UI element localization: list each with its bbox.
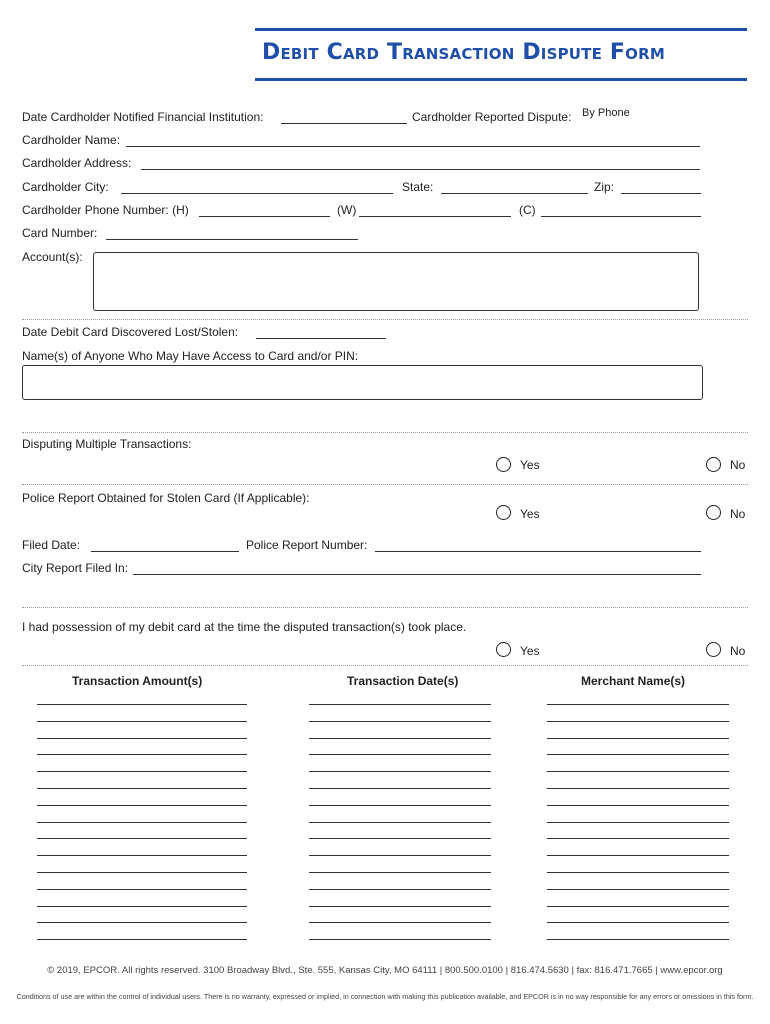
amount-line[interactable] (37, 788, 247, 789)
amount-line[interactable] (37, 771, 247, 772)
column-header-date: Transaction Date(s) (347, 674, 459, 688)
section-divider (22, 319, 748, 320)
merchant-line[interactable] (547, 788, 729, 789)
accounts-label: Account(s): (22, 250, 83, 264)
access-names-textarea[interactable] (22, 365, 703, 400)
state-label: State: (402, 180, 434, 194)
cardholder-city-label: Cardholder City: (22, 180, 109, 194)
title-rule-top (255, 28, 747, 31)
filed-date-label: Filed Date: (22, 538, 81, 552)
section-divider (22, 665, 748, 666)
amount-line[interactable] (37, 822, 247, 823)
date-line[interactable] (309, 805, 491, 806)
merchant-line[interactable] (547, 805, 729, 806)
multiple-no-radio[interactable] (706, 457, 721, 472)
merchant-line[interactable] (547, 822, 729, 823)
date-line[interactable] (309, 754, 491, 755)
card-number-field[interactable] (106, 239, 358, 240)
amount-line[interactable] (37, 872, 247, 873)
city-report-label: City Report Filed In: (22, 561, 129, 575)
title-rule-bottom (255, 78, 747, 81)
date-line[interactable] (309, 738, 491, 739)
merchant-line[interactable] (547, 704, 729, 705)
form-title: Debit Card Transaction Dispute Form (262, 40, 665, 65)
amount-line[interactable] (37, 721, 247, 722)
zip-label: Zip: (594, 180, 615, 194)
city-report-field[interactable] (133, 574, 701, 575)
phone-work-label: (W) (337, 203, 357, 217)
notified-date-label: Date Cardholder Notified Financial Institution: (22, 110, 264, 124)
cardholder-name-label: Cardholder Name: (22, 133, 121, 147)
amount-line[interactable] (37, 855, 247, 856)
police-number-label: Police Report Number: (246, 538, 368, 552)
card-number-label: Card Number: (22, 226, 98, 240)
date-line[interactable] (309, 939, 491, 940)
possession-statement: I had possession of my debit card at the time the disputed transaction(s) took place. (22, 620, 467, 634)
police-no-label: No (730, 507, 746, 521)
merchant-line[interactable] (547, 855, 729, 856)
reported-dispute-value[interactable]: By Phone (582, 107, 630, 119)
amount-line[interactable] (37, 754, 247, 755)
date-line[interactable] (309, 872, 491, 873)
date-line[interactable] (309, 889, 491, 890)
column-header-amount: Transaction Amount(s) (72, 674, 203, 688)
multiple-transactions-label: Disputing Multiple Transactions: (22, 437, 192, 451)
police-number-field[interactable] (375, 551, 701, 552)
section-divider (22, 607, 748, 608)
zip-field[interactable] (621, 193, 701, 194)
section-divider (22, 432, 748, 433)
police-yes-label: Yes (520, 507, 540, 521)
amount-line[interactable] (37, 922, 247, 923)
police-report-label: Police Report Obtained for Stolen Card (If Applicable): (22, 491, 310, 505)
lost-stolen-date-field[interactable] (256, 338, 386, 339)
multiple-no-label: No (730, 458, 746, 472)
notified-date-field[interactable] (281, 123, 407, 124)
filed-date-field[interactable] (91, 551, 239, 552)
police-no-radio[interactable] (706, 505, 721, 520)
merchant-line[interactable] (547, 721, 729, 722)
possession-yes-label: Yes (520, 644, 540, 658)
amount-line[interactable] (37, 738, 247, 739)
multiple-yes-label: Yes (520, 458, 540, 472)
phone-work-field[interactable] (359, 216, 511, 217)
amount-line[interactable] (37, 939, 247, 940)
cardholder-city-field[interactable] (121, 193, 393, 194)
reported-dispute-label: Cardholder Reported Dispute: (412, 110, 572, 124)
date-line[interactable] (309, 771, 491, 772)
multiple-yes-radio[interactable] (496, 457, 511, 472)
date-line[interactable] (309, 721, 491, 722)
merchant-line[interactable] (547, 889, 729, 890)
state-field[interactable] (441, 193, 588, 194)
merchant-line[interactable] (547, 771, 729, 772)
possession-no-label: No (730, 644, 746, 658)
date-line[interactable] (309, 906, 491, 907)
date-line[interactable] (309, 855, 491, 856)
date-line[interactable] (309, 922, 491, 923)
merchant-line[interactable] (547, 939, 729, 940)
merchant-line[interactable] (547, 838, 729, 839)
date-line[interactable] (309, 822, 491, 823)
phone-home-field[interactable] (199, 216, 330, 217)
amount-line[interactable] (37, 889, 247, 890)
date-line[interactable] (309, 788, 491, 789)
amount-line[interactable] (37, 906, 247, 907)
merchant-line[interactable] (547, 754, 729, 755)
section-divider (22, 484, 748, 485)
amount-line[interactable] (37, 704, 247, 705)
footer-disclaimer: Conditions of use are within the control of individual users. There is no warranty, expressed or implied, in connection with making this publication available, and EPCOR is in no way responsible for any errors or omissions in this form. (16, 992, 754, 1001)
column-header-merchant: Merchant Name(s) (581, 674, 686, 688)
merchant-line[interactable] (547, 906, 729, 907)
merchant-line[interactable] (547, 738, 729, 739)
phone-cell-field[interactable] (541, 216, 701, 217)
amount-line[interactable] (37, 838, 247, 839)
lost-stolen-label: Date Debit Card Discovered Lost/Stolen: (22, 325, 239, 339)
access-names-label: Name(s) of Anyone Who May Have Access to Card and/or PIN: (22, 349, 359, 363)
cardholder-name-field[interactable] (126, 146, 700, 147)
date-line[interactable] (309, 838, 491, 839)
phone-home-label: Cardholder Phone Number: (H) (22, 203, 189, 217)
police-yes-radio[interactable] (496, 505, 511, 520)
footer-copyright: © 2019, EPCOR. All rights reserved. 3100 Broadway Blvd., Ste. 555, Kansas City, MO 64111 | 800.500.0100 | 816.474.5630 | fax: 816.471.7665 | www.epcor.org (47, 965, 723, 976)
amount-line[interactable] (37, 805, 247, 806)
possession-yes-radio[interactable] (496, 642, 511, 657)
merchant-line[interactable] (547, 872, 729, 873)
date-line[interactable] (309, 704, 491, 705)
merchant-line[interactable] (547, 922, 729, 923)
accounts-textarea[interactable] (93, 252, 699, 311)
cardholder-address-label: Cardholder Address: (22, 156, 132, 170)
possession-no-radio[interactable] (706, 642, 721, 657)
phone-cell-label: (C) (519, 203, 536, 217)
cardholder-address-field[interactable] (141, 169, 700, 170)
